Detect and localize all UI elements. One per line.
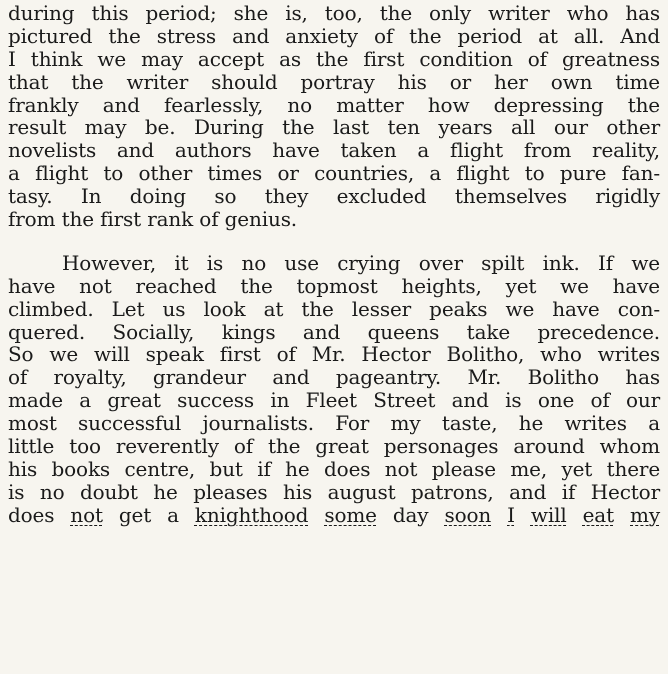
text-line: is no doubt he pleases his august patrons, and if Hector (8, 479, 660, 504)
text-line: quered. Socially, kings and queens take precedence. (8, 319, 660, 344)
text-line: pictured the stress and anxiety of the period at all. And (8, 23, 660, 48)
underlined-word: soon (444, 502, 492, 527)
underlined-word: not (70, 502, 103, 527)
line-segment (567, 503, 583, 527)
line-segment (515, 503, 531, 527)
line-segment: day (376, 502, 445, 527)
underlined-word: some (324, 502, 377, 527)
text-line: that the writer should portray his or her own time (8, 69, 660, 94)
text-line: little too reverently of the great personages around whom (8, 434, 660, 459)
text-line: frankly and fearlessly, no matter how depressing the (8, 92, 660, 117)
text-line: have not reached the topmost heights, yet we have (8, 273, 660, 298)
final-text-line (8, 504, 660, 527)
paragraph-1 (8, 2, 660, 231)
text-line: a flight to other times or countries, a flight to pure fan- (8, 161, 660, 186)
text-line: most successful journalists. For my taste, he writes a (8, 411, 660, 436)
paragraph-2 (8, 252, 660, 527)
text-line: of royalty, grandeur and pageantry. Mr. Bolitho has (8, 365, 660, 390)
line-segment: does (8, 502, 71, 527)
text-line: However, it is no use crying over spilt ink. If we (62, 250, 660, 275)
line-segment: get a (102, 502, 195, 527)
underlined-word: eat (582, 502, 614, 527)
underlined-word: will (530, 502, 567, 527)
book-page (8, 2, 660, 527)
underlined-word: I (507, 502, 515, 527)
text-line: tasy. In doing so they excluded themselves rigidly (8, 184, 660, 209)
line-segment (614, 503, 630, 527)
text-line: made a great success in Fleet Street and is one of our (8, 388, 660, 413)
paragraph-gap (8, 231, 660, 252)
line-segment (491, 503, 507, 527)
text-line: his books centre, but if he does not please me, yet there (8, 456, 660, 481)
underlined-word: my (630, 502, 660, 527)
text-line: from the first rank of genius. (8, 207, 298, 232)
text-line: I think we may accept as the first condition of greatness (8, 46, 660, 71)
text-line: result may be. During the last ten years all our other (8, 115, 660, 140)
underlined-word: knighthood (194, 502, 309, 527)
text-line: novelists and authors have taken a flight from reality, (8, 138, 660, 163)
text-line: climbed. Let us look at the lesser peaks we have con- (8, 296, 660, 321)
text-line: during this period; she is, too, the only writer who has (8, 1, 660, 25)
line-segment (308, 503, 324, 527)
text-line: So we will speak first of Mr. Hector Bolitho, who writes (8, 342, 660, 367)
